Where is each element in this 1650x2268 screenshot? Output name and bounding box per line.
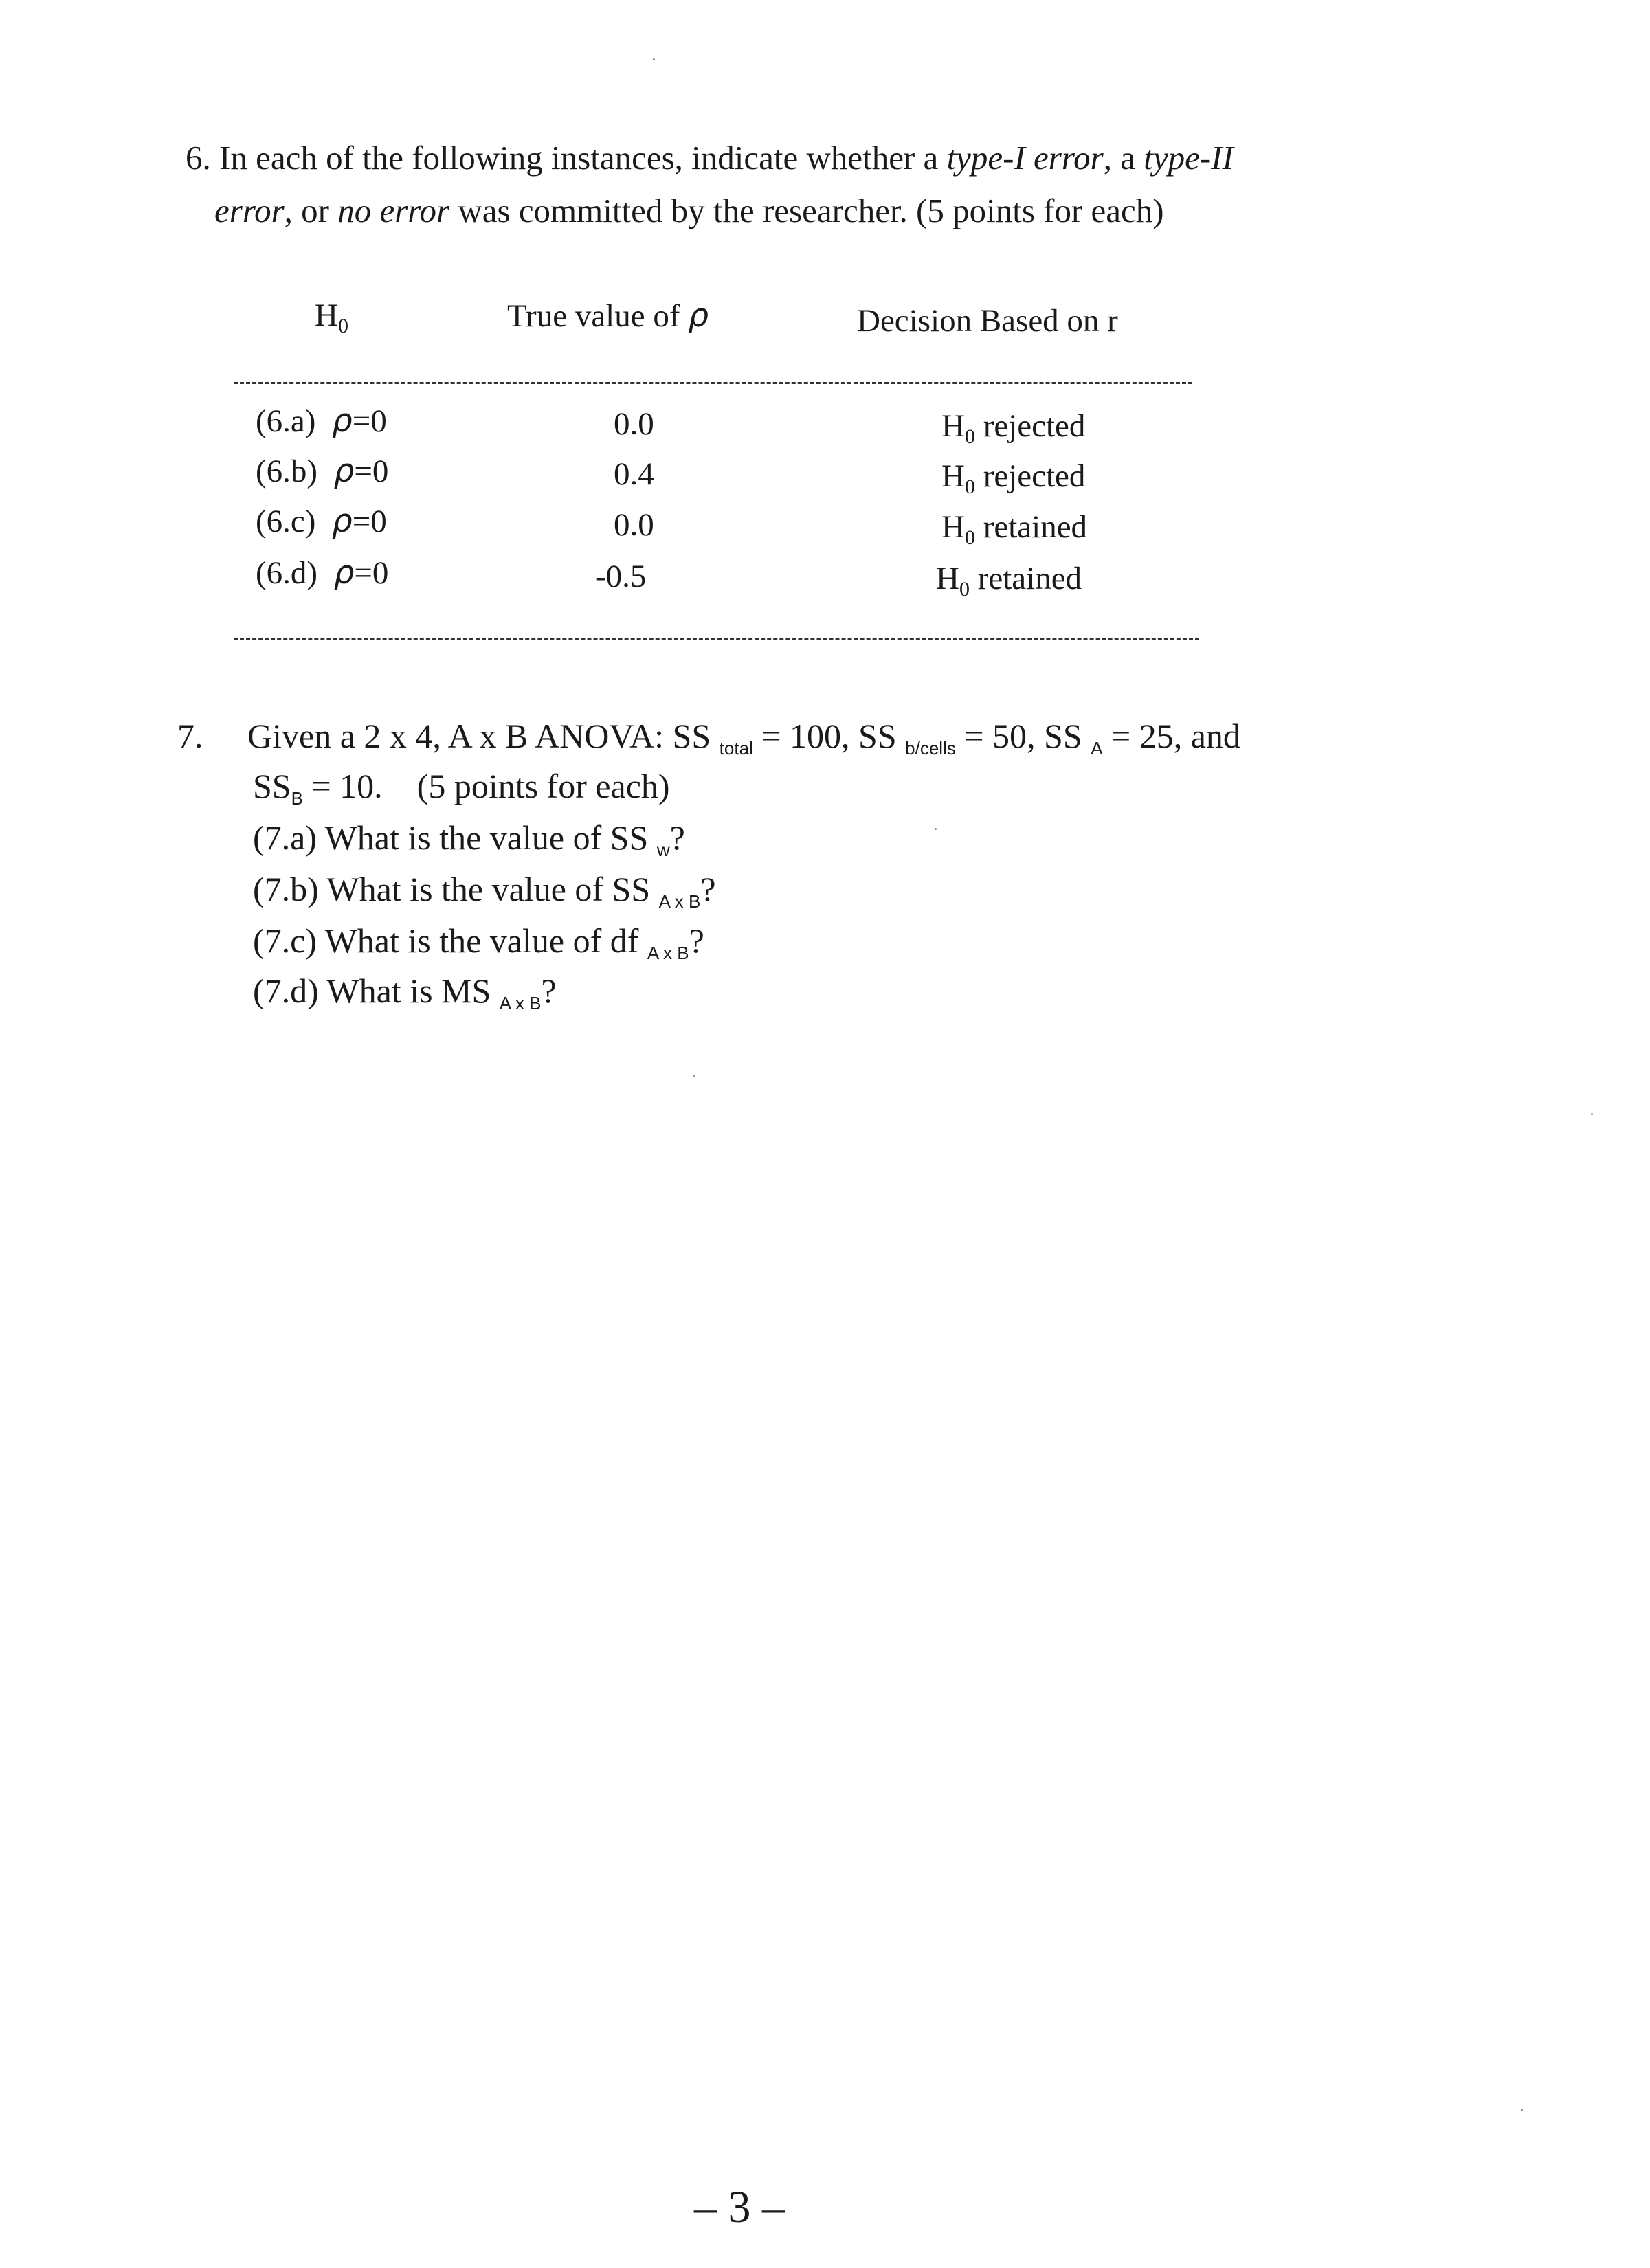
row-label	[256, 452, 388, 490]
q7d-end: ?	[541, 972, 557, 1010]
q7-a	[253, 818, 685, 861]
q6-text: In each of the following instances, indicate whether a	[219, 139, 947, 177]
h-letter: H	[941, 458, 965, 494]
decision-text: retained	[974, 509, 1088, 545]
q6-number: 6.	[186, 139, 211, 177]
decision-text: retained	[969, 561, 1082, 596]
header-true-value	[507, 297, 709, 335]
row-eq: =0	[352, 504, 387, 539]
h-sub: 0	[964, 425, 975, 448]
scan-speck	[1591, 1113, 1593, 1115]
subscript-axb: A x B	[647, 943, 689, 963]
subscript-axb: A x B	[658, 891, 701, 912]
row-id: (6.b)	[256, 453, 318, 489]
q6-noerror: no error	[337, 192, 450, 229]
row-true-value: 0.0	[614, 406, 654, 442]
header-decision: Decision Based on r	[857, 303, 1118, 339]
q7c-end: ?	[689, 921, 704, 960]
scan-speck	[1521, 2109, 1523, 2111]
decision-text: rejected	[974, 458, 1086, 494]
q7a-end: ?	[669, 818, 685, 857]
q7-c	[253, 921, 704, 964]
q6-line2	[214, 194, 1164, 227]
q6-line1	[186, 141, 1234, 175]
q7c-text: (7.c) What is the value of df	[253, 921, 647, 960]
q7-text: Given a 2 x 4, A x B ANOVA: SS	[247, 717, 720, 755]
q6-text: , or	[284, 192, 338, 229]
q7-line2	[253, 766, 670, 809]
rho-symbol: ρ	[688, 297, 709, 335]
q6-type2: type-II	[1144, 139, 1234, 177]
scan-speck	[935, 828, 937, 830]
rho-symbol: ρ	[331, 402, 353, 440]
row-label	[256, 502, 387, 540]
h-sub: 0	[337, 315, 348, 337]
decision-text: rejected	[974, 408, 1086, 444]
q6-text: was committed by the researcher. (5 points for each)	[449, 192, 1164, 229]
subscript-total: total	[719, 738, 753, 759]
q7-b	[253, 869, 716, 912]
row-id: (6.c)	[256, 504, 316, 539]
table-bottom-rule	[234, 638, 1199, 640]
page-number: – 3 –	[694, 2182, 785, 2232]
row-true-value: -0.5	[595, 559, 647, 594]
h-sub: 0	[964, 526, 975, 549]
subscript-b: B	[291, 788, 303, 809]
row-label	[256, 554, 388, 592]
row-label	[256, 402, 387, 440]
row-eq: =0	[354, 453, 389, 489]
row-eq: =0	[352, 403, 387, 439]
subscript-axb: A x B	[499, 993, 542, 1013]
header-true-text: True value of	[507, 298, 689, 334]
row-decision	[936, 560, 1082, 601]
q7b-end: ?	[700, 870, 716, 908]
h-letter: H	[936, 561, 959, 596]
rho-symbol: ρ	[333, 554, 355, 592]
q7-line1	[247, 716, 1240, 759]
q7b-text: (7.b) What is the value of SS	[253, 870, 659, 908]
rho-symbol: ρ	[333, 452, 355, 490]
q7-text: = 100, SS	[752, 717, 906, 755]
rho-symbol: ρ	[331, 502, 353, 540]
q7-text: = 10. (5 points for each)	[302, 767, 670, 805]
table-top-rule	[234, 382, 1192, 384]
row-eq: =0	[354, 555, 389, 591]
scan-speck	[653, 58, 655, 60]
scan-speck	[693, 1075, 695, 1077]
q7d-text: (7.d) What is MS	[253, 972, 500, 1010]
h-letter: H	[941, 509, 965, 545]
row-id: (6.a)	[256, 403, 316, 439]
header-h0	[315, 297, 348, 338]
q7-text: SS	[253, 767, 291, 805]
q7a-text: (7.a) What is the value of SS	[253, 818, 657, 857]
subscript-w: w	[656, 840, 670, 860]
h-sub: 0	[964, 475, 975, 498]
subscript-a: A	[1091, 738, 1103, 759]
q7-number: 7.	[177, 717, 203, 755]
h-letter: H	[315, 297, 338, 333]
q7-text: = 50, SS	[955, 717, 1091, 755]
q7-text: = 25, and	[1102, 717, 1240, 755]
q6-type2-cont: error	[214, 192, 285, 229]
q7-d	[253, 971, 557, 1014]
q6-type1: type-I error	[946, 139, 1104, 177]
row-id: (6.d)	[256, 555, 318, 591]
q6-text: , a	[1103, 139, 1144, 177]
h-sub: 0	[959, 578, 970, 600]
row-decision	[941, 508, 1087, 550]
row-decision	[941, 407, 1085, 449]
subscript-bcells: b/cells	[905, 738, 956, 759]
row-decision	[941, 458, 1085, 499]
h-letter: H	[941, 408, 965, 444]
row-true-value: 0.4	[614, 456, 654, 492]
row-true-value: 0.0	[614, 507, 654, 543]
